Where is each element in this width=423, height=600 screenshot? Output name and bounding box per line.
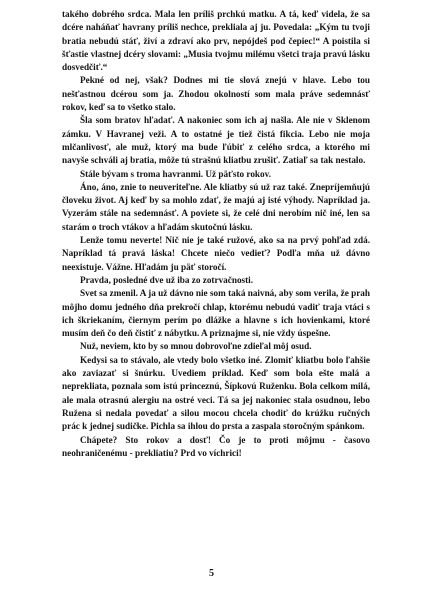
paragraph-11: Chápete? Sto rokov a dosť! Čo je to proti môjmu - časovo neohraničenému - prekliatiu? Prd vo víchrici!: [62, 434, 370, 458]
paragraph-3: Šla som bratov hľadať. A nakoniec som ich aj našla. Ale nie v Sklenom zámku. V Havranej veži. A to ostatné je tiež čistá fikcia. Lebo nie moja mlčanlivosť, ale muž, ktorý ma bude ľúbiť z celého srdca, a ktorého mi navyše schváli aj bratia, môže tú strašnú kliatbu zrušiť. Zatiaľ sa tak nestalo.: [62, 115, 370, 166]
paragraph-6: Lenže tomu neverte! Nič nie je také ružové, ako sa na prvý pohľad zdá. Napríklad tá pravá láska! Chcete niečo vedieť? Podľa mňa už dávno neexistuje. Vážne. Hľadám ju päť storočí.: [62, 235, 370, 272]
body-text: [62, 8, 370, 460]
paragraph-10: Kedysi sa to stávalo, ale vtedy bolo všetko iné. Zlomiť kliatbu bolo ľahšie ako zaviazať si šnúrku. Uvediem príklad. Keď som bola ešte malá a neprekliata, poznala som istú princeznú, Šípkovú Ruženku. Bola celkom milá, ale mala otrasnú alergiu na ostré veci. Tá sa jej nakoniec stala osudnou, lebo Ružena si nedala povedať a silou mocou chcela chodiť do krúžku ručných prác k jednej sudičke. Pichla sa ihlou do prsta a zaspala storočným spánkom.: [62, 354, 370, 432]
paragraph-1: takého dobrého srdca. Mala len príliš prchkú matku. A tá, keď videla, že sa dcére naháňať havrany príliš nechce, prekliala aj ju. Povedala: „Kým tu tvoji bratia nebudú stáť, živí a zdraví ako prv, nepójdeš pod čepiec!“ A poistila si šťastie vlastnej dcéry slovami: „Musia tvojmu milému všetci traja pravú lásku dosvedčiť.“: [62, 9, 370, 73]
page-number: 5: [209, 568, 214, 579]
paragraph-2: Pekné od nej, však? Dodnes mi tie slová znejú v hlave. Lebo tou nešťastnou dcérou som ja. Zhodou okolností som mala práve sedemnásť rokov, keď sa to všetko stalo.: [62, 75, 370, 113]
paragraph-5: Áno, áno, znie to neuveriteľne. Ale kliatby sú už raz také. Znepríjemňujú človeku život. Aj keď by sa mohlo zdať, že majú aj isté výhody. Napríklad ja. Vyzerám stále na sedemnásť. A poviete si, že celé dni nerobím nič iné, len sa starám o troch vtákov a hľadám skutočnú lásku.: [62, 181, 370, 232]
paragraph-7: Pravda, posledné dve už iba zo zotrvačnosti.: [80, 274, 254, 285]
paragraph-9: Nuž, neviem, kto by so mnou dobrovoľne zdieľal môj osud.: [80, 341, 312, 352]
paragraph-4: Stále bývam s troma havranmi. Už päťsto rokov.: [80, 168, 272, 179]
paragraph-8: Svet sa zmenil. A ja už dávno nie som taká naivná, aby som verila, že prah môjho domu jedného dňa prekročí chlap, ktorému nebudú vadiť traja vtáci s ich škriekaním, čiernym perím po dlážke a hlavne s ich hovienkami, ktoré musím deň čo deň čistiť z nábytku. A priznajme si, nie vždy úspešne.: [62, 288, 370, 339]
